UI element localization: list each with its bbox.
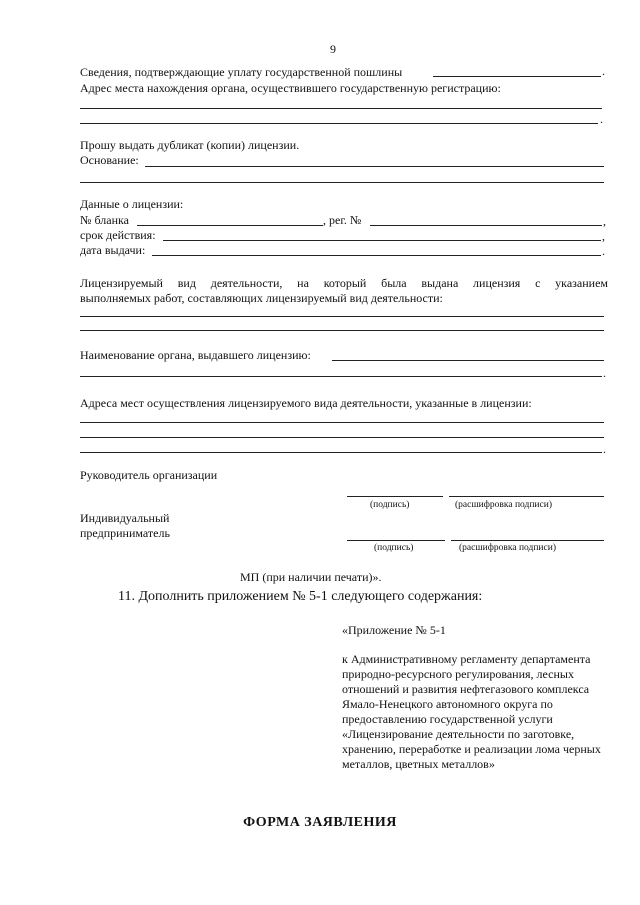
appendix-body: к Административному регламенту департамента природно-ресурсного регулирования, лесных отношений и развития нефтегазового комплекса Ямало-Ненецкого автономного округа по предоставлению государственной услуги «Лицензирование деятельности по заготовке, хранению, переработке и реализации лома черных металлов, цветных металлов» bbox=[342, 652, 601, 771]
reg-number-label: , рег. № bbox=[323, 213, 362, 227]
activity-text-line-2: выполняемых работ, составляющих лицензируемый вид деятельности: bbox=[80, 291, 443, 305]
ip-decoding-line bbox=[451, 540, 604, 541]
reg-address-line-2 bbox=[80, 123, 598, 124]
activity-line-1 bbox=[80, 316, 604, 317]
issuing-body-line-2 bbox=[80, 376, 602, 377]
validity-label: срок действия: bbox=[80, 228, 156, 242]
addresses-line-2 bbox=[80, 437, 604, 438]
reg-number-line bbox=[370, 225, 602, 226]
item-11-text: 11. Дополнить приложением № 5-1 следующего содержания: bbox=[118, 589, 483, 604]
blank-number-label: № бланка bbox=[80, 213, 129, 227]
basis-line-2 bbox=[80, 182, 604, 183]
comma: , bbox=[602, 229, 605, 243]
blank-number-line bbox=[137, 225, 323, 226]
org-head-label: Руководитель организации bbox=[80, 468, 218, 482]
activity-addresses-label: Адреса мест осуществления лицензируемого вида деятельности, указанные в лицензии: bbox=[80, 396, 532, 410]
ip-signature-line bbox=[347, 540, 445, 541]
period: . bbox=[602, 64, 605, 78]
addresses-line-1 bbox=[80, 422, 604, 423]
comma: , bbox=[603, 214, 606, 228]
fee-info-label: Сведения, подтверждающие уплату государственной пошлины bbox=[80, 65, 403, 79]
activity-line-2 bbox=[80, 330, 604, 331]
issue-date-line bbox=[152, 255, 601, 256]
decoding-caption: (расшифровка подписи) bbox=[459, 543, 556, 553]
request-duplicate-text: Прошу выдать дубликат (копии) лицензии. bbox=[80, 138, 300, 152]
reg-address-line-1 bbox=[80, 108, 602, 109]
org-head-decoding-line bbox=[449, 496, 604, 497]
appendix-heading: «Приложение № 5-1 bbox=[342, 623, 446, 637]
period: . bbox=[603, 366, 606, 380]
org-head-signature-line bbox=[347, 496, 443, 497]
issuing-body-label: Наименование органа, выдавшего лицензию: bbox=[80, 348, 311, 362]
form-title: ФОРМА ЗАЯВЛЕНИЯ bbox=[243, 815, 397, 830]
addresses-line-3 bbox=[80, 452, 602, 453]
basis-label: Основание: bbox=[80, 153, 139, 167]
license-data-label: Данные о лицензии: bbox=[80, 197, 184, 211]
signature-caption: (подпись) bbox=[370, 500, 410, 510]
ip-label-line-1: Индивидуальный bbox=[80, 511, 170, 525]
period: . bbox=[600, 112, 603, 126]
activity-text-line-1: Лицензируемый вид деятельности, на который была выдана лицензия с указанием bbox=[80, 276, 608, 290]
ip-label-line-2: предприниматель bbox=[80, 526, 170, 540]
stamp-note: МП (при наличии печати)». bbox=[240, 570, 382, 584]
basis-line-1 bbox=[145, 166, 604, 167]
period: . bbox=[602, 244, 605, 258]
signature-caption: (подпись) bbox=[374, 543, 414, 553]
reg-address-label: Адрес места нахождения органа, осуществившего государственную регистрацию: bbox=[80, 81, 501, 95]
validity-line bbox=[163, 240, 601, 241]
decoding-caption: (расшифровка подписи) bbox=[455, 500, 552, 510]
issue-date-label: дата выдачи: bbox=[80, 243, 146, 257]
issuing-body-line-1 bbox=[332, 360, 604, 361]
fee-info-field-line bbox=[433, 76, 601, 77]
page-number: 9 bbox=[330, 42, 336, 56]
period: . bbox=[603, 442, 606, 456]
